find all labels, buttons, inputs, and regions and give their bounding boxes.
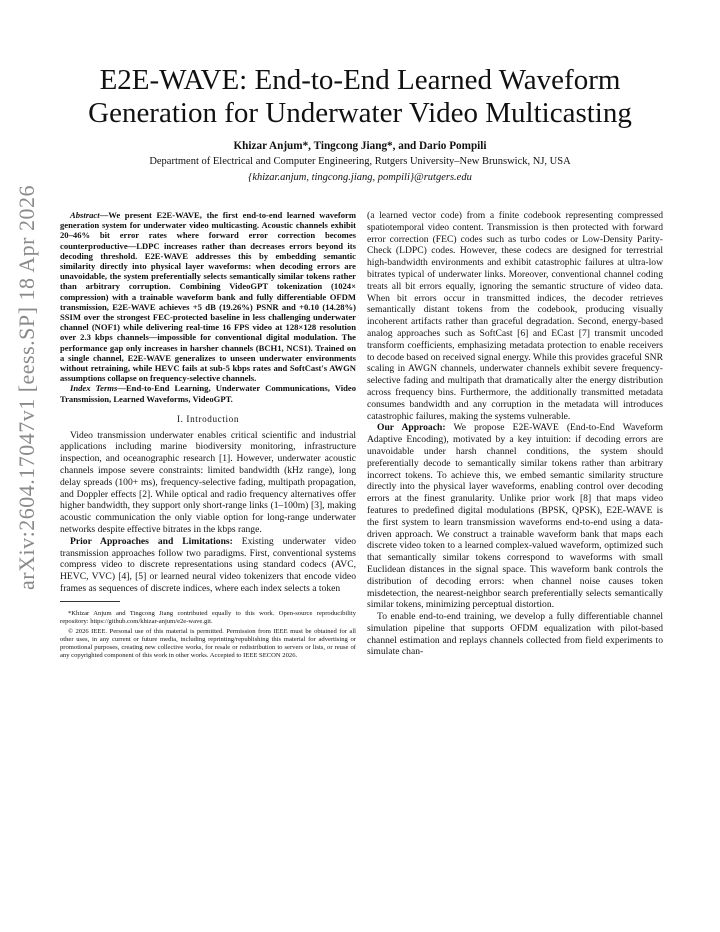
abstract-lead: Abstract <box>70 210 100 220</box>
right-paragraph-3: To enable end-to-end training, we develop a fully differentiable channel simulation pipeline that supports OFDM equalization with pilot-based channel estimation and replays channels collected from field experiments to simulate chan- <box>367 611 663 658</box>
right-column <box>367 210 663 658</box>
right-paragraph-1: (a learned vector code) from a finite codebook representing compressed spatiotemporal video content. Transmission is then protected with forward error correction (FEC) codes such as turbo codes or Low-Density Parity-Check (LDPC) codes. However, these codecs are designed for terrestrial high-bandwidth environments and exhibit catastrophic failures at ultra-low bitrates typical of underwater links. Moreover, conventional channel coding treats all bit errors equally, ignoring the semantic structure of video data. When bit errors occur in transmitted indices, the decoder retrieves semantically distant tokens from the codebook, producing visually incoherent artifacts rather than graceful degradation. Second, energy-based analog approaches such as SoftCast [6] and ECast [7] transmit uncoded transform coefficients, emphasizing metadata protection to enable receivers to decode based on received signal energy. While this provides graceful SNR scaling in AWGN channels, underwater channels exhibit severe frequency-selective fading and multipath that dramatically alter the energy distribution across frequency bins. Furthermore, the additionally transmitted metadata consumes bandwidth and any corruption in the metadata will introduces catastrophic failures, making the systems vulnerable. <box>367 210 663 422</box>
arxiv-stamp: arXiv:2604.17047v1 [eess.SP] 18 Apr 2026 <box>14 185 39 590</box>
index-terms-body: —End-to-End Learning, Underwater Communications, Video Transmission, Learned Waveforms, VideoGPT. <box>60 383 357 404</box>
our-approach-paragraph <box>367 422 663 611</box>
section-heading-introduction: I. Introduction <box>176 413 240 424</box>
footnote-copyright: © 2026 IEEE. Personal use of this material is permitted. Permission from IEEE must be obtained for all other uses, in any current or future media, including reprinting/republishing this material for advertising or promotional purposes, creating new collective works, for resale or redistribution to servers or lists, or reuse of any copyrighted component of this work in other works. Accepted to IEEE SECON 2026. <box>60 628 356 659</box>
email: {khizar.anjum, tingcong.jiang, pompili}@rutgers.edu <box>248 172 472 183</box>
footnote-contribution: *Khizar Anjum and Tingcong Jiang contributed equally to this work. Open-source reproducibility repository: https://github.com/khizar-anjum/e2e-wave.git. <box>60 609 356 625</box>
our-approach-heading: Our Approach: <box>377 422 446 434</box>
footnote-rule <box>60 601 120 602</box>
left-column <box>60 210 356 663</box>
abstract-body: —We present E2E-WAVE, the first end-to-end learned waveform generation system for underwater video multicasting. Acoustic channels exhibit 20–46% bit error rates where forward error correction becomes counterproductive—LDPC increases rather than decreases errors beyond its decoding threshold. E2E-WAVE addresses this by embedding semantic similarity directly into physical layer waveforms: when decoding errors are unavoidable, the system preferentially selects semantically similar tokens rather than arbitrary corruption. Combining VideoGPT tokenization (1024× compression) with a trainable waveform bank and fully differentiable OFDM transmission, E2E-WAVE achieves +5 dB (19.26%) PSNR and +0.10 (14.28%) SSIM over the strongest FEC-protected baseline in less challenging underwater channel (NOF1) while delivering real-time 16 FPS video at 128×128 resolution over 2.3 kbps channels—impossible for conventional digital modulation. The performance gap only increases in harsher channels (BCH1, NCS1). Trained on a single channel, E2E-WAVE generalizes to unseen underwater environments without retraining, while HEVC fails at sub-5 kbps rates and SoftCast's AWGN assumptions collapse on frequency-selective channels. <box>60 210 356 384</box>
affiliation: Department of Electrical and Computer Engineering, Rutgers University–New Brunswick, NJ, USA <box>149 156 571 167</box>
prior-approaches-heading: Prior Approaches and Limitations: <box>70 535 233 547</box>
title-line-2: Generation for Underwater Video Multicasting <box>88 97 632 129</box>
prior-approaches-paragraph <box>60 536 356 595</box>
index-terms-lead: Index Terms <box>70 383 118 394</box>
prior-approaches-body: Existing underwater video transmission approaches follow two paradigms. First, conventional systems compress video to discrete representations using standard codecs (AVC, HEVC, VVC) [4], [5] or learned neural video tokenizers that encode video frames as sequences of discrete indices, where each index selects a token <box>60 535 356 595</box>
our-approach-body: We propose E2E-WAVE (End-to-End Waveform Adaptive Encoding), motivated by a key intuition: if decoding errors are unavoidable under harsh channel conditions, the system should preferentially decode to semantically similar tokens rather than arbitrary incorrect tokens. To achieve this, we embed semantic similarity structure directly into the physical layer waveforms, enabling control over decoding errors at the finest granularity. Unlike prior work [8] that maps video features to predefined digital modulations (BPSK, QPSK), E2E-WAVE is the first system to learn transmission waveforms end-to-end using a data-driven approach. We construct a trainable waveform bank that maps each discrete video token to a learned complex-valued waveform, optimized such that semantically similar tokens correspond to waveforms with small Euclidean distances in the signal space. This waveform bank controls the distribution of decoding errors: when channel noise causes token misdetection, the nearest-neighbor search preferentially selects semantically similar tokens, minimizing perceptual distortion. <box>367 422 663 611</box>
authors: Khizar Anjum*, Tingcong Jiang*, and Dario Pompili <box>233 140 487 152</box>
title-line-1: E2E-WAVE: End-to-End Learned Waveform <box>99 64 621 96</box>
paper-title <box>60 64 660 130</box>
intro-paragraph-1: Video transmission underwater enables critical scientific and industrial applications including marine biodiversity monitoring, infrastructure inspection, and oceanographic research [1]. However, underwater acoustic channels impose severe constraints: limited bandwidth (kHz range), long delay spreads (100+ ms), frequency-selective fading, multipath propagation, and Doppler effects [2]. While optical and radio frequency alternatives offer higher bandwidth, they support only short-range links (1–100m) [3], making acoustic communication the only viable option for long-range underwater networks despite effective bitrates in the kbps range. <box>60 429 356 536</box>
footnotes <box>60 610 356 660</box>
index-terms <box>60 383 356 403</box>
abstract <box>60 210 356 383</box>
